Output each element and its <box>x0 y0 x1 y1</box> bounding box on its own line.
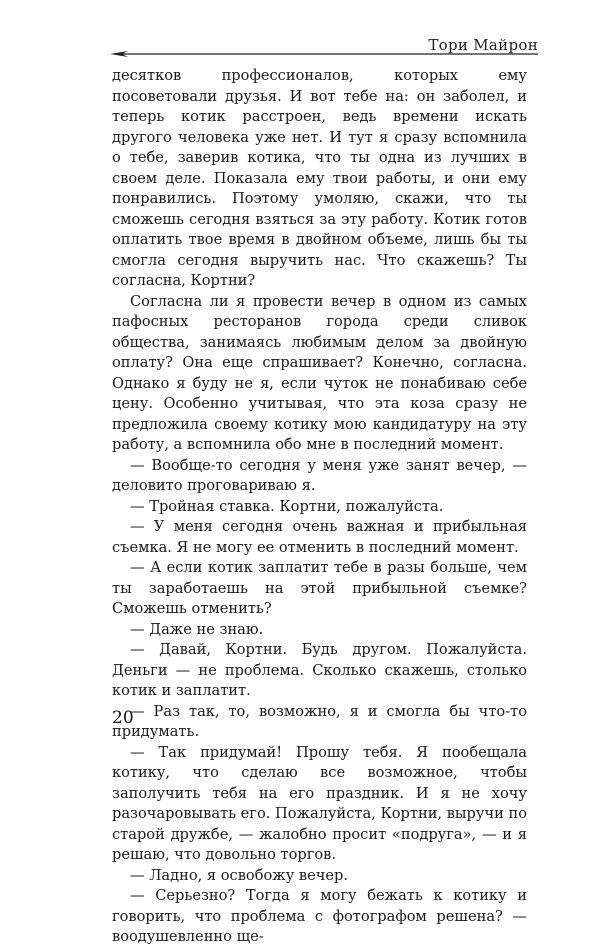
paragraph: — Вообще-то сегодня у меня уже занят вечер, — деловито проговариваю я. <box>112 456 527 494</box>
paragraph: — У меня сегодня очень важная и прибыльная съемка. Я не могу ее отменить в последний момент. <box>112 518 527 556</box>
paragraph: — Раз так, то, возможно, я и смогла бы что-то придумать. <box>112 702 527 740</box>
paragraph: — А если котик заплатит тебе в разы больше, чем ты заработаешь на этой прибыльной съемке? Сможешь отменить? <box>112 559 527 617</box>
paragraph: десятков профессионалов, которых ему посоветовали друзья. И вот тебе на: он заболел, и теперь котик расстроен, ведь времени искать другого человека уже нет. И тут я сразу вспомнила о тебе, заверив котика, что ты одна из лучших в своем деле. Показала ему твои работы, и они ему понравились. Поэтому умоляю, скажи, что ты сможешь сегодня взяться за эту работу. Котик готов оплатить твое время в двойном объеме, лишь бы ты смогла сегодня выручить нас. Что скажешь? Ты согласна, Кортни? <box>112 67 527 289</box>
paragraph: — Ладно, я освобожу вечер. <box>130 866 349 884</box>
header-author: Тори Майрон <box>428 36 538 54</box>
paragraph: — Серьезно? Тогда я могу бежать к котику и говорить, что проблема с фотографом решена? — воодушевленно ще- <box>112 887 527 945</box>
paragraph: Согласна ли я провести вечер в одном из самых пафосных ресторанов города среди сливок общества, занимаясь любимым делом за двойную оплату? Она еще спрашивает? Конечно, согласна. Однако я буду не я, если чуток не понабиваю себе цену. Особенно учитывая, что эта коза сразу не предложила своему котику мою кандидатуру на эту работу, а вспомнила обо мне в последний момент. <box>112 292 527 453</box>
paragraph: — Так придумай! Прошу тебя. Я пообещала котику, что сделаю все возможное, чтобы заполучить тебя на его праздник. И я не хочу разочаровывать его. Пожалуйста, Кортни, выручи по старой дружбе, — жалобно просит «подруга», — и я решаю, что довольно торгов. <box>112 743 527 863</box>
paragraph: — Тройная ставка. Кортни, пожалуйста. <box>130 497 444 515</box>
body-text <box>112 66 527 948</box>
page-number: 20 <box>112 708 134 728</box>
paragraph: — Давай, Кортни. Будь другом. Пожалуйста. Деньги — не проблема. Сколько скажешь, столько котик и заплатит. <box>112 641 527 699</box>
paragraph: — Даже не знаю. <box>130 620 264 638</box>
running-header <box>108 30 538 66</box>
